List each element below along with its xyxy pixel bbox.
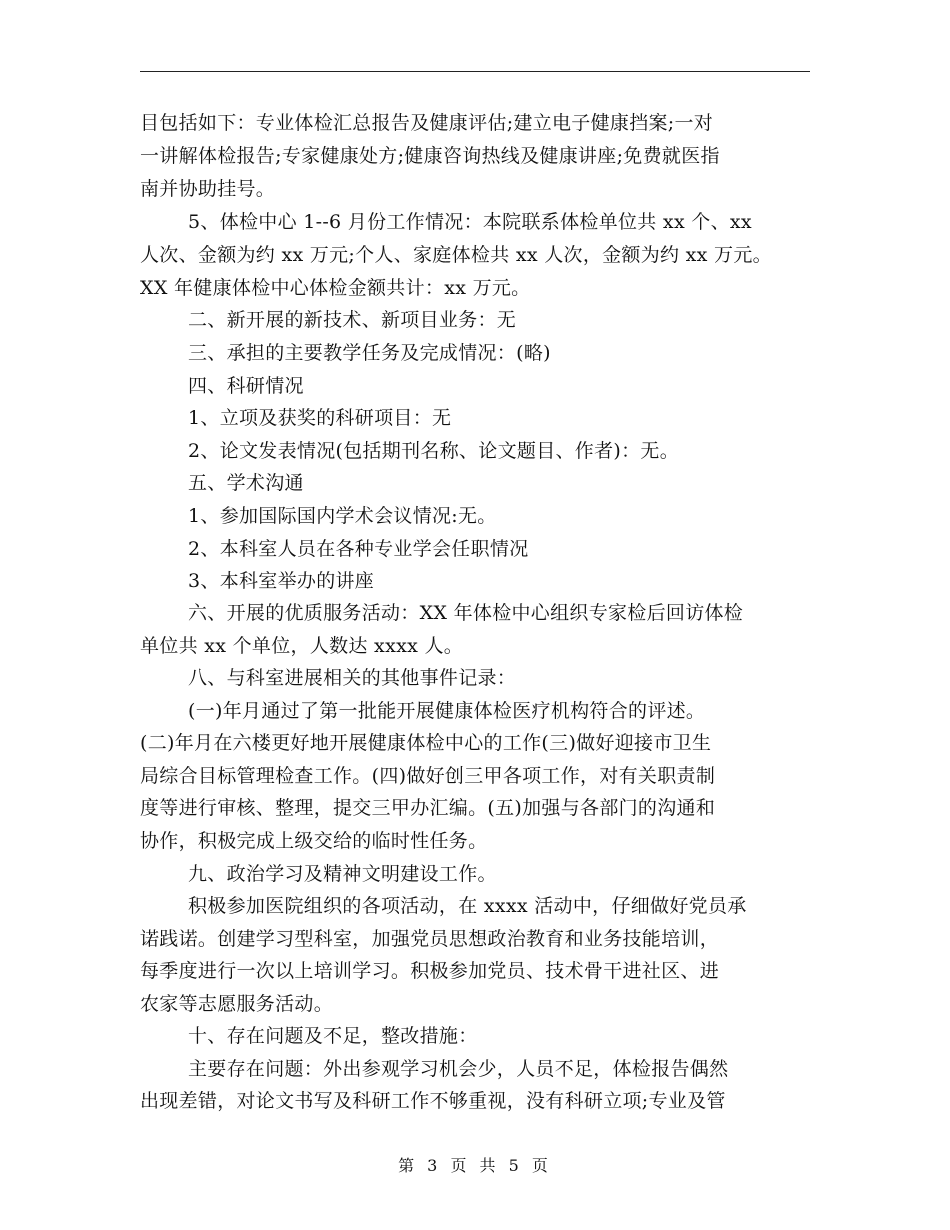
text-line: (一)年月通过了第一批能开展健康体检医疗机构符合的评述。	[188, 700, 706, 722]
header-rule	[140, 71, 810, 72]
text-line: 度等进行审核、整理，提交三甲办汇编。(五)加强与各部门的沟通和	[140, 797, 716, 819]
text-line: 二、新开展的新技术、新项目业务：无	[188, 309, 517, 331]
text-line: 四、科研情况	[188, 375, 304, 397]
text-line: 积极参加医院组织的各项活动，在 xxxx 活动中，仔细做好党员承	[188, 895, 747, 917]
text-line: 六、开展的优质服务活动：XX 年体检中心组织专家检后回访体检	[188, 602, 744, 624]
text-line: 农家等志愿服务活动。	[140, 993, 334, 1015]
text-line: 2、论文发表情况(包括期刊名称、论文题目、作者)：无。	[188, 440, 680, 462]
text-line: 每季度进行一次以上培训学习。积极参加党员、技术骨干进社区、进	[140, 960, 720, 982]
text-line: 诺践诺。创建学习型科室，加强党员思想政治教育和业务技能培训，	[140, 928, 720, 950]
text-line: 出现差错，对论文书写及科研工作不够重视，没有科研立项;专业及管	[140, 1090, 726, 1112]
text-line: 八、与科室进展相关的其他事件记录：	[188, 667, 517, 689]
text-line: (二)年月在六楼更好地开展健康体检中心的工作(三)做好迎接市卫生	[140, 732, 712, 754]
text-line: 单位共 xx 个单位，人数达 xxxx 人。	[140, 635, 464, 657]
text-line: 五、学术沟通	[188, 472, 304, 494]
text-line: 5、体检中心 1--6 月份工作情况：本院联系体检单位共 xx 个、xx	[188, 211, 752, 233]
text-line: 1、立项及获奖的科研项目：无	[188, 407, 452, 429]
page-number-footer: 第 3 页 共 5 页	[398, 1156, 552, 1175]
text-line: 协作，积极完成上级交给的临时性任务。	[140, 830, 488, 852]
text-line: XX 年健康体检中心体检金额共计：xx 万元。	[140, 277, 531, 299]
text-line: 目包括如下：专业体检汇总报告及健康评估;建立电子健康挡案;一对	[140, 112, 714, 134]
text-line: 3、本科室举办的讲座	[188, 570, 375, 592]
text-line: 一讲解体检报告;专家健康处方;健康咨询热线及健康讲座;免费就医指	[140, 145, 720, 167]
text-line: 1、参加国际国内学术会议情况:无。	[188, 505, 497, 527]
text-line: 2、本科室人员在各种专业学会任职情况	[188, 538, 529, 560]
text-line: 九、政治学习及精神文明建设工作。	[188, 863, 497, 885]
text-line: 十、存在问题及不足，整改措施：	[188, 1025, 478, 1047]
text-line: 人次、金额为约 xx 万元;个人、家庭体检共 xx 人次，金额为约 xx 万元。	[140, 244, 772, 266]
text-line: 主要存在问题：外出参观学习机会少，人员不足，体检报告偶然	[188, 1058, 729, 1080]
text-line: 三、承担的主要教学任务及完成情况：(略)	[188, 342, 551, 364]
text-line: 局综合目标管理检查工作。(四)做好创三甲各项工作，对有关职责制	[140, 765, 716, 787]
text-line: 南并协助挂号。	[140, 178, 276, 200]
